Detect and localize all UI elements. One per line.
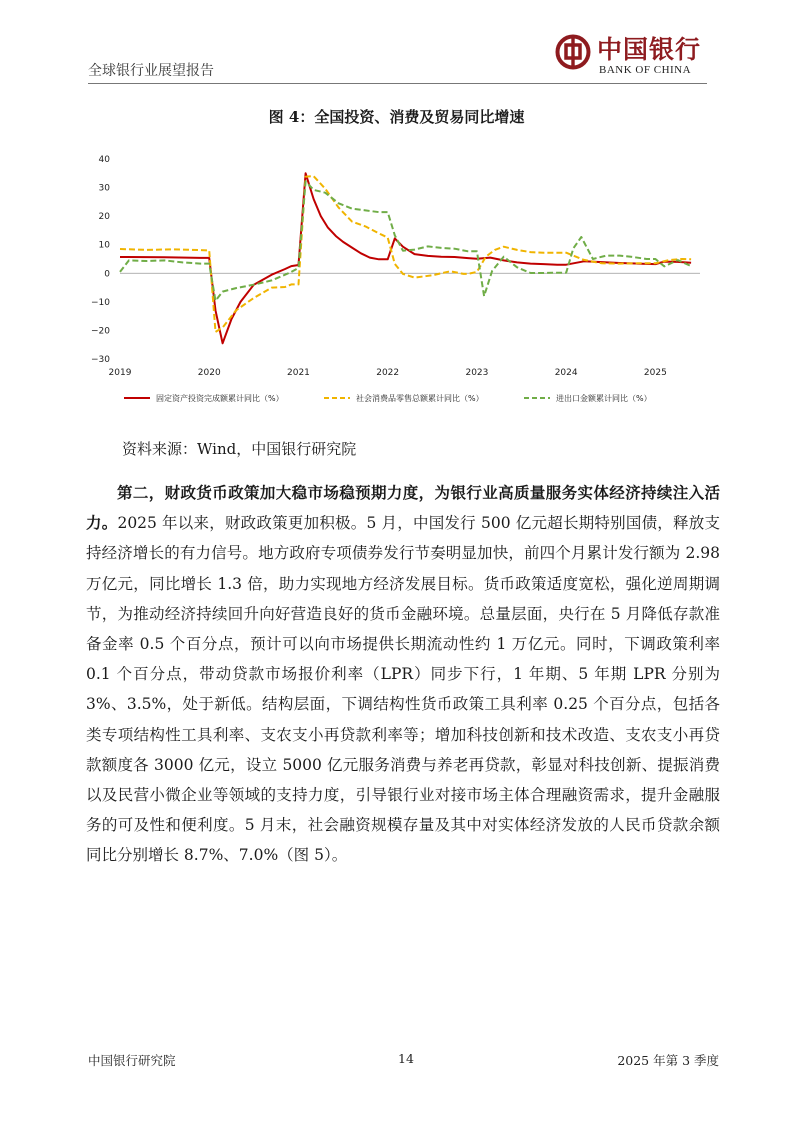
bank-of-china-logo	[555, 32, 707, 80]
legend-entry-1: 固定资产投资完成额累计同比（%）	[156, 394, 284, 403]
header-divider	[88, 83, 707, 84]
x-tick-label: 2024	[554, 368, 578, 378]
y-tick-label: 20	[98, 212, 110, 223]
y-tick-label: −20	[91, 326, 110, 337]
series-line-1	[120, 173, 691, 343]
line-chart	[88, 150, 728, 415]
logo-chinese-text: 中国银行	[597, 35, 702, 64]
y-tick-label: 10	[98, 240, 110, 251]
x-tick-label: 2025	[643, 368, 667, 378]
y-tick-label: 40	[98, 155, 110, 165]
logo-english-text: BANK OF CHINA	[599, 64, 692, 76]
x-tick-label: 2019	[108, 368, 132, 378]
figure-title: 图 4：全国投资、消费及贸易同比增速	[268, 108, 525, 126]
paragraph-lead: 第二，财政货币政策加大稳市场稳预期力度，为银行业高质量服务实体经济持续注入活力。	[86, 483, 720, 533]
y-tick-label: 0	[104, 269, 110, 280]
figure-source: 资料来源：Wind，中国银行研究院	[122, 440, 357, 458]
footer-period: 2025 年第 3 季度	[617, 1053, 719, 1068]
series-line-3	[120, 181, 691, 300]
legend-entry-3: 进出口金额累计同比（%）	[556, 394, 652, 403]
x-tick-label: 2022	[376, 368, 400, 378]
series-line-2	[120, 176, 691, 332]
bank-logo-icon	[555, 34, 591, 70]
legend-entry-2: 社会消费品零售总额累计同比（%）	[356, 394, 484, 403]
x-tick-label: 2023	[465, 368, 489, 378]
y-tick-label: −30	[91, 355, 110, 365]
body-paragraph	[86, 478, 720, 871]
chart-canvas	[88, 150, 728, 415]
y-tick-label: 30	[98, 183, 110, 194]
page-number: 14	[398, 1051, 414, 1066]
page-header	[88, 28, 707, 84]
x-tick-label: 2021	[287, 368, 310, 378]
footer-org: 中国银行研究院	[88, 1053, 176, 1068]
paragraph-text: 2025 年以来，财政政策更加积极。5 月，中国发行 500 亿元超长期特别国债，释放支持经济增长的有力信号。地方政府专项债券发行节奏明显加快，前四个月累计发行额为 2.98 万亿元，同比增长 1.3 倍，助力实现地方经济发展目标。货币政策适度宽松，强化逆周期调节，为推动经济持续回升向好营造良好的货币金融环境。总量层面，央行在 5 月降低存款准备金率 0.5 个百分点，预计可以向市场提供长期流动性约 1 万亿元。同时，下调政策利率 0.1 个百分点，带动贷款市场报价利率（LPR）同步下行，1 年期、5 年期 LPR 分别为 3%、3.5%，处于新低。结构层面，下调结构性货币政策工具利率 0.25 个百分点，包括各类专项结构性工具利率、支农支小再贷款利率等；增加科技创新和技术改造、支农支小再贷款额度各 3000 亿元，设立 5000 亿元服务消费与养老再贷款，彰显对科技创新、提振消费以及民营小微企业等领域的支持力度，引导银行业对接市场主体合理融资需求，提升金融服务的可及性和便利度。5 月末，社会融资规模存量及其中对实体经济发放的人民币贷款余额同比分别增长 8.7%、7.0%（图 5）。	[86, 514, 720, 865]
x-tick-label: 2020	[197, 368, 221, 378]
y-tick-label: −10	[91, 297, 110, 308]
header-title: 全球银行业展望报告	[88, 63, 214, 79]
